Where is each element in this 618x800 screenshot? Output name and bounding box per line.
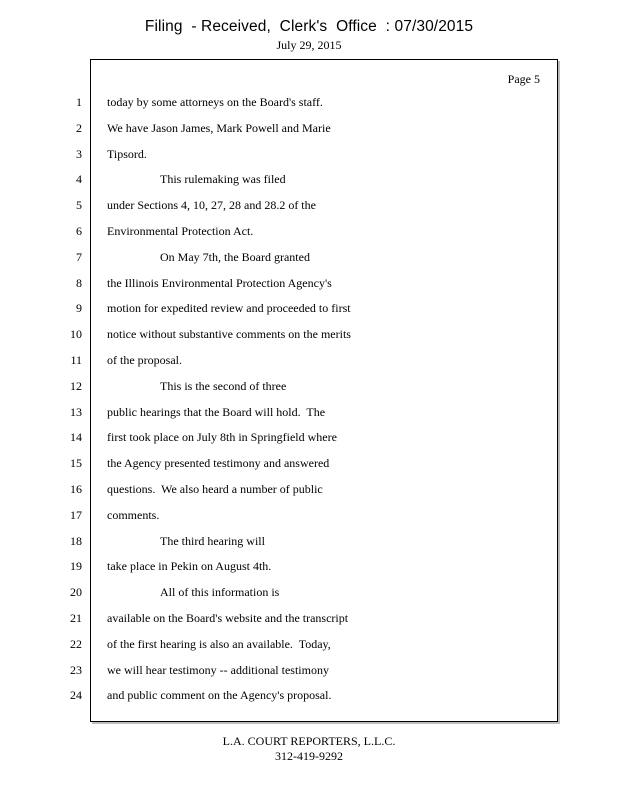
transcript-line bbox=[0, 120, 618, 136]
line-number: 18 bbox=[70, 534, 82, 548]
line-text: The third hearing will bbox=[160, 534, 265, 548]
line-number: 4 bbox=[76, 172, 82, 186]
line-text: the Agency presented testimony and answered bbox=[107, 456, 330, 470]
transcript-line bbox=[0, 223, 618, 239]
line-number: 16 bbox=[70, 482, 82, 496]
footer-phone: 312-419-9292 bbox=[275, 749, 343, 763]
line-text: first took place on July 8th in Springfield where bbox=[107, 430, 337, 444]
footer-company: L.A. COURT REPORTERS, L.L.C. bbox=[222, 734, 396, 748]
line-number: 12 bbox=[70, 379, 82, 393]
line-number: 21 bbox=[70, 611, 82, 625]
transcript-line bbox=[0, 197, 618, 213]
line-text: On May 7th, the Board granted bbox=[160, 250, 310, 264]
line-text: of the proposal. bbox=[107, 353, 182, 367]
line-number: 20 bbox=[70, 585, 82, 599]
line-number: 17 bbox=[70, 508, 82, 522]
line-number: 9 bbox=[76, 301, 82, 315]
line-text: Tipsord. bbox=[107, 147, 147, 161]
line-text: of the first hearing is also an available. Today, bbox=[107, 637, 331, 651]
line-text: questions. We also heard a number of public bbox=[107, 482, 323, 496]
line-text: This is the second of three bbox=[160, 379, 287, 393]
transcript-line bbox=[0, 352, 618, 368]
transcript-line bbox=[0, 94, 618, 110]
line-number: 14 bbox=[70, 430, 82, 444]
transcript-line bbox=[0, 429, 618, 445]
line-text: we will hear testimony -- additional testimony bbox=[107, 663, 329, 677]
transcript-line bbox=[0, 507, 618, 523]
transcript-line bbox=[0, 610, 618, 626]
transcript-line bbox=[0, 404, 618, 420]
line-text: This rulemaking was filed bbox=[160, 172, 286, 186]
transcript-line bbox=[0, 455, 618, 471]
line-number: 2 bbox=[76, 121, 82, 135]
line-number: 10 bbox=[70, 327, 82, 341]
transcript-date: July 29, 2015 bbox=[276, 38, 342, 52]
line-text: notice without substantive comments on the merits bbox=[107, 327, 351, 341]
page-number: Page 5 bbox=[507, 72, 540, 86]
transcript-line bbox=[0, 481, 618, 497]
transcript-line bbox=[0, 249, 618, 265]
line-number: 24 bbox=[70, 688, 82, 702]
line-text: take place in Pekin on August 4th. bbox=[107, 559, 272, 573]
line-number: 7 bbox=[76, 250, 82, 264]
line-number: 23 bbox=[70, 663, 82, 677]
line-number: 22 bbox=[70, 637, 82, 651]
transcript-line bbox=[0, 687, 618, 703]
line-text: and public comment on the Agency's proposal. bbox=[107, 688, 332, 702]
line-number: 3 bbox=[76, 147, 82, 161]
transcript-line bbox=[0, 171, 618, 187]
line-text: Environmental Protection Act. bbox=[107, 224, 254, 238]
line-number: 1 bbox=[76, 95, 82, 109]
transcript-line bbox=[0, 533, 618, 549]
line-text: today by some attorneys on the Board's staff. bbox=[107, 95, 323, 109]
transcript-line bbox=[0, 146, 618, 162]
line-number: 13 bbox=[70, 405, 82, 419]
line-number: 5 bbox=[76, 198, 82, 212]
transcript-line bbox=[0, 636, 618, 652]
transcript-line bbox=[0, 300, 618, 316]
line-text: available on the Board's website and the transcript bbox=[107, 611, 349, 625]
transcript-line bbox=[0, 326, 618, 342]
line-number: 6 bbox=[76, 224, 82, 238]
line-text: comments. bbox=[107, 508, 160, 522]
transcript-line bbox=[0, 275, 618, 291]
line-number: 19 bbox=[70, 559, 82, 573]
transcript-line bbox=[0, 558, 618, 574]
transcript-line bbox=[0, 378, 618, 394]
filing-stamp: Filing - Received, Clerk's Office : 07/30/2015 bbox=[144, 18, 474, 35]
line-number: 11 bbox=[70, 353, 82, 367]
line-text: All of this information is bbox=[160, 585, 280, 599]
line-text: under Sections 4, 10, 27, 28 and 28.2 of the bbox=[107, 198, 316, 212]
line-number: 8 bbox=[76, 276, 82, 290]
line-text: We have Jason James, Mark Powell and Marie bbox=[107, 121, 331, 135]
line-text: public hearings that the Board will hold. The bbox=[107, 405, 326, 419]
transcript-line bbox=[0, 662, 618, 678]
transcript-line bbox=[0, 584, 618, 600]
line-text: motion for expedited review and proceeded to first bbox=[107, 301, 351, 315]
line-text: the Illinois Environmental Protection Agency's bbox=[107, 276, 332, 290]
line-number: 15 bbox=[70, 456, 82, 470]
